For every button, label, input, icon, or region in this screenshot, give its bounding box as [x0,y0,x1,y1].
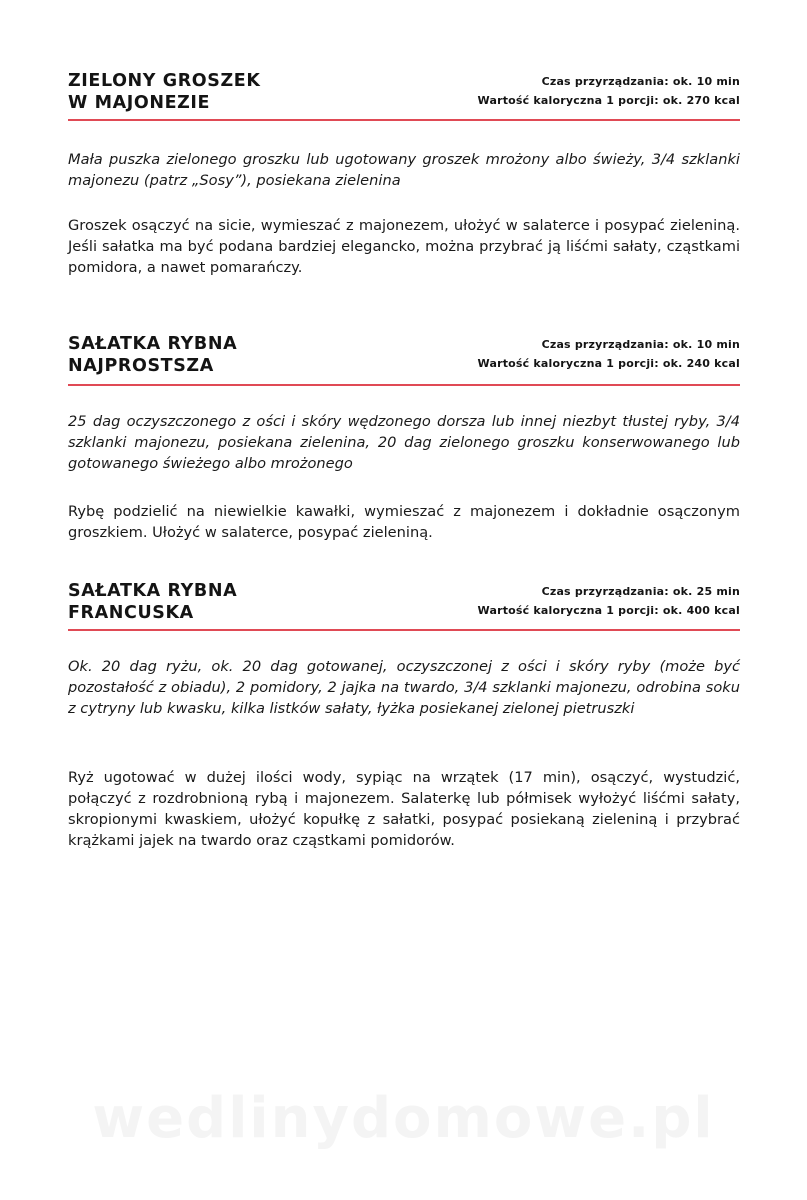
recipe-simple-fish-salad [68,333,740,541]
red-divider [68,119,740,121]
prep-time: Czas przyrządzania: ok. 10 min [541,338,740,351]
prep-time: Czas przyrządzania: ok. 10 min [541,75,740,88]
recipe-green-peas [68,70,740,276]
recipe-header [68,580,740,626]
recipe-meta [478,582,741,620]
calories: Wartość kaloryczna 1 porcji: ok. 270 kcal [477,94,740,107]
calories: Wartość kaloryczna 1 porcji: ok. 240 kcal [477,357,740,370]
recipe-title: SAŁATKA RYBNA NAJPROSTSZA [68,334,238,376]
red-divider [68,629,740,631]
prep-time: Czas przyrządzania: ok. 25 min [541,585,740,598]
ingredients-text: Ok. 20 dag ryżu, ok. 20 dag gotowanej, oczyszczonej z ości i skóry ryby (może być pozostałość z obiadu), 2 pomidory, 2 jajka na twardo, 3/4 szklanki majonezu, odrobina soku z cytryny lub kwasku, kilka listków sałaty, łyżka posiekanej zielonej pietruszki [68,658,740,717]
site-watermark: wedlinydomowe.pl [92,1086,715,1151]
recipe-french-fish-salad [68,580,740,849]
recipe-meta [478,72,741,110]
ingredients-text: Mała puszka zielonego groszku lub ugotowany groszek mrożony albo świeży, 3/4 szklanki majonezu (patrz „Sosy”), posiekana zielenina [68,151,740,189]
red-divider [68,384,740,386]
recipe-meta [478,335,741,373]
method-text: Rybę podzielić na niewielkie kawałki, wymieszać z majonezem i dokładnie osączonym groszkiem. Ułożyć w salaterce, posypać zieleniną. [68,503,740,541]
recipe-title: ZIELONY GROSZEK W MAJONEZIE [68,71,261,113]
method-text: Groszek osączyć na sicie, wymieszać z majonezem, ułożyć w salaterce i posypać zieleniną. Jeśli sałatka ma być podana bardziej elegancko, można przybrać ją liśćmi sałaty, cząstkami pomidora, a nawet pomarańczy. [68,217,740,276]
method-text: Ryż ugotować w dużej ilości wody, sypiąc na wrzątek (17 min), osączyć, wystudzić, połączyć z rozdrobnioną rybą i majonezem. Salaterkę lub półmisek wyłożyć liśćmi sałaty, skropionymi kwaskiem, ułożyć kopułkę z sałatki, posypać posiekaną zieleniną i przybrać krążkami jajek na twardo oraz cząstkami pomidorów. [68,769,740,849]
recipe-header [68,70,740,116]
recipe-title: SAŁATKA RYBNA FRANCUSKA [68,581,238,623]
ingredients-text: 25 dag oczyszczonego z ości i skóry wędzonego dorsza lub innej niezbyt tłustej ryby, 3/4 szklanki majonezu, posiekana zielenina, 20 dag zielonego groszku konserwowanego lub gotowanego świeżego albo mrożonego [68,413,740,472]
recipe-header [68,333,740,379]
calories: Wartość kaloryczna 1 porcji: ok. 400 kcal [477,604,740,617]
